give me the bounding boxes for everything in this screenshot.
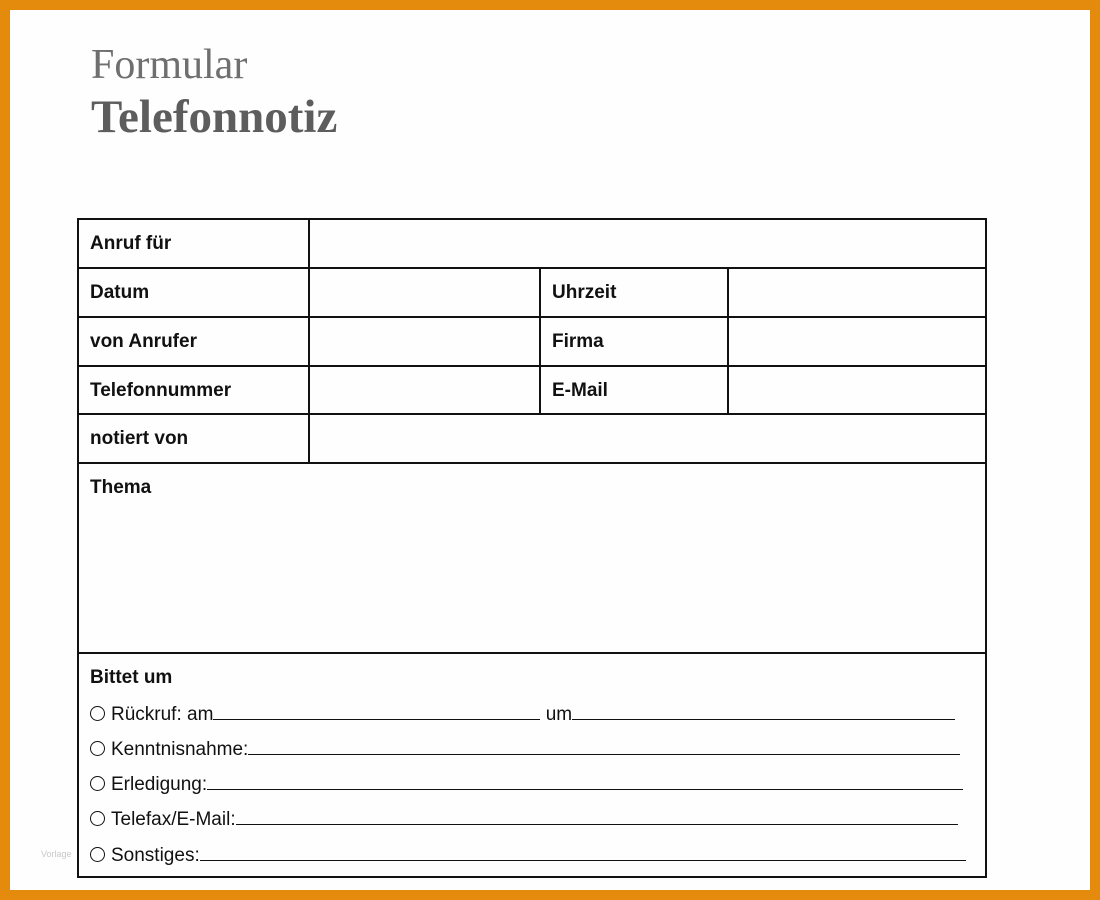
erledigung-label: Erledigung: [111, 774, 208, 795]
row-telefonnummer [79, 367, 985, 415]
label-thema: Thema [90, 477, 152, 498]
kenntnisnahme-radio[interactable] [90, 741, 105, 756]
label-cell-telefonnummer [79, 367, 309, 413]
form-page [10, 10, 1090, 890]
telefax-email-line[interactable] [236, 807, 958, 825]
label-notiert-von: notiert von [90, 428, 189, 449]
row-datum [79, 269, 985, 318]
watermark: Vorlage [41, 849, 72, 859]
erledigung-line[interactable] [207, 772, 963, 790]
sonstiges-line[interactable] [200, 843, 966, 861]
kenntnisnahme-label: Kenntnisnahme: [111, 739, 249, 760]
label-uhrzeit: Uhrzeit [552, 282, 617, 303]
rueckruf-time-line[interactable] [572, 702, 955, 720]
label-datum: Datum [90, 282, 150, 303]
telefonnummer-field[interactable] [308, 367, 540, 413]
kenntnisnahme-line[interactable] [248, 737, 960, 755]
rueckruf-date-line[interactable] [213, 702, 540, 720]
label-cell-datum [79, 269, 309, 316]
row-notiert-von [79, 415, 985, 464]
label-von-anrufer: von Anrufer [90, 331, 197, 352]
erledigung-radio[interactable] [90, 776, 105, 791]
label-bittet-um: Bittet um [90, 667, 173, 688]
datum-field[interactable] [308, 269, 540, 316]
form-title-line2: Telefonnotiz [91, 91, 338, 143]
anruf-fuer-field[interactable] [308, 220, 985, 267]
rueckruf-am-label: Rückruf: am [111, 704, 214, 725]
notiert-von-field[interactable] [308, 415, 985, 462]
telefax-email-radio[interactable] [90, 811, 105, 826]
label-cell-von-anrufer [79, 318, 309, 365]
row-von-anrufer [79, 318, 985, 367]
option-sonstiges [90, 843, 966, 867]
telefax-email-label: Telefax/E-Mail: [111, 809, 236, 830]
thema-field[interactable] [79, 464, 985, 654]
uhrzeit-field[interactable] [727, 269, 985, 316]
label-cell-uhrzeit [539, 269, 729, 316]
option-rueckruf [90, 702, 955, 726]
label-telefonnummer: Telefonnummer [90, 380, 232, 401]
rueckruf-radio[interactable] [90, 706, 105, 721]
rueckruf-um-label: um [545, 704, 573, 725]
firma-field[interactable] [727, 318, 985, 365]
label-anruf-fuer: Anruf für [90, 233, 172, 254]
label-cell-anruf-fuer [79, 220, 309, 267]
sonstiges-label: Sonstiges: [111, 845, 200, 866]
label-firma: Firma [552, 331, 604, 352]
option-telefax-email [90, 807, 958, 831]
form-title-line1: Formular [91, 42, 248, 88]
von-anrufer-field[interactable] [308, 318, 540, 365]
label-cell-notiert-von [79, 415, 309, 462]
option-erledigung [90, 772, 963, 796]
email-field[interactable] [727, 367, 985, 413]
label-email: E-Mail [552, 380, 608, 401]
row-anruf-fuer [79, 220, 985, 269]
label-cell-email [539, 367, 729, 413]
sonstiges-radio[interactable] [90, 847, 105, 862]
phone-note-form [77, 218, 987, 878]
option-kenntnisnahme [90, 737, 960, 761]
label-cell-firma [539, 318, 729, 365]
bittet-um-section [79, 654, 985, 876]
